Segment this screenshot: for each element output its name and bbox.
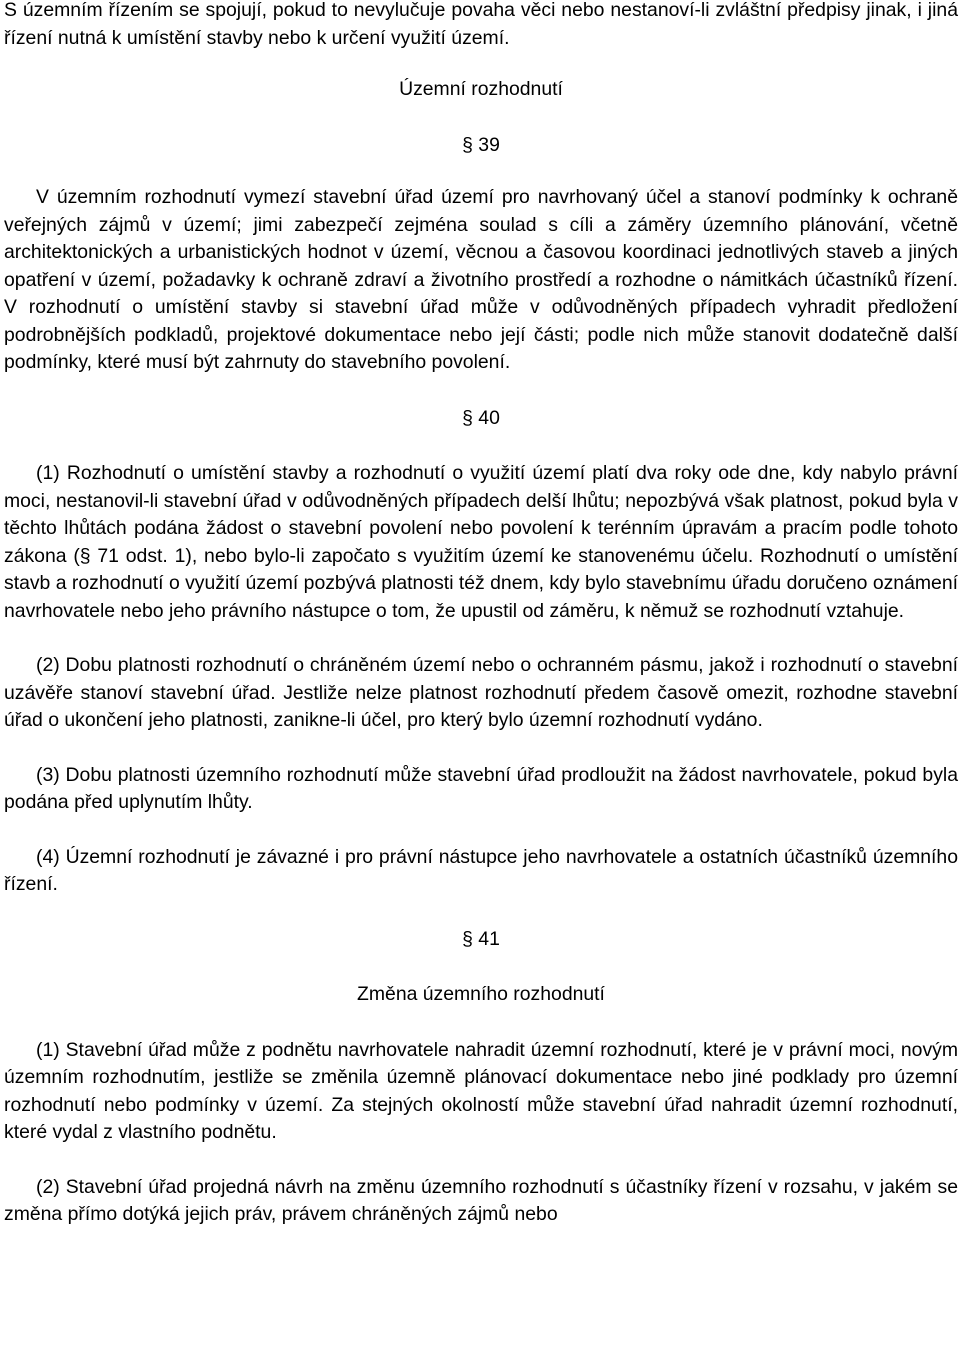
section-41-title: Změna územního rozhodnutí	[357, 983, 605, 1005]
section-39-text: V územním rozhodnutí vymezí stavební úřad území pro navrhovaný účel a stanoví podmínky k ochraně veřejných zájmů v území; jimi zabezpečí zejména soulad s cíli a záměry územního plánování, včetně architektonických a urbanistických hodnot v území, věcnou a časovou koordinaci jednotlivých staveb a jiných opatření v území, požadavky k ochraně zdraví a životního prostředí a rozhodne o námitkách účastníků řízení. V rozhodnutí o umístění stavby si stavební úřad může v odůvodněných případech vyhradit předložení podrobnějších podkladů, projektové dokumentace nebo její části; podle nich může stanovit dodatečně další podmínky, které musí být zahrnuty do stavebního povolení.	[4, 186, 958, 373]
intro-paragraph: S územním řízením se spojují, pokud to nevylučuje povaha věci nebo nestanoví-li zvláštní předpisy jinak, i jiná řízení nutná k umístění stavby nebo k určení využití území.	[4, 0, 958, 49]
section-41-paragraph-2: (2) Stavební úřad projedná návrh na změnu územního rozhodnutí s účastníky řízení v rozsahu, v jakém se změna přímo dotýká jejich práv, právem chráněných zájmů nebo	[4, 1175, 958, 1225]
section-40-paragraph-1: (1) Rozhodnutí o umístění stavby a rozhodnutí o využití území platí dva roky ode dne, kdy nabylo právní moci, nestanovil-li stavební úřad v odůvodněných případech delší lhůtu; nepozbývá však platnost, pokud byla v těchto lhůtách podána žádost o stavební povolení nebo povolení k terénním úpravám a pracím podle tohoto zákona (§ 71 odst. 1), nebo bylo-li započato s využitím území ke stanovenému účelu. Rozhodnutí o umístění stavb a rozhodnutí o využití území pozbývá platnosti též dnem, kdy bylo stavebnímu úřadu doručeno oznámení navrhovatele nebo jeho právního nástupce o tom, že upustil od záměru, k němuž se rozhodnutí vztahuje.	[4, 462, 958, 622]
section-40-paragraph-4: (4) Územní rozhodnutí je závazné i pro právní nástupce jeho navrhovatele a ostatních účastníků územního řízení.	[4, 845, 958, 895]
section-40-number: § 40	[462, 406, 500, 429]
section-40-paragraph-2: (2) Dobu platnosti rozhodnutí o chráněném území nebo o ochranném pásmu, jakož i rozhodnutí o stavební uzávěře stanoví stavební úřad. Jestliže nelze platnost rozhodnutí předem časově omezit, rozhodne stavební úřad o ukončení jeho platnosti, zanikne-li účel, pro který bylo územní rozhodnutí vydáno.	[4, 654, 958, 731]
heading-uzemni-rozhodnuti: Územní rozhodnutí	[399, 78, 563, 100]
document-page	[4, 0, 958, 1229]
section-41-paragraph-1: (1) Stavební úřad může z podnětu navrhovatele nahradit územní rozhodnutí, které je v právní moci, novým územním rozhodnutím, jestliže se změnila územně plánovací dokumentace nebo jiné podklady pro územní rozhodnutí nebo podmínky v území. Za stejných okolností může stavební úřad nahradit územní rozhodnutí, které vydal z vlastního podnětu.	[4, 1038, 958, 1143]
section-40-paragraph-3: (3) Dobu platnosti územního rozhodnutí může stavební úřad prodloužit na žádost navrhovatele, pokud byla podána před uplynutím lhůty.	[4, 763, 958, 813]
section-41-number: § 41	[462, 927, 500, 950]
section-39-number: § 39	[462, 133, 500, 156]
